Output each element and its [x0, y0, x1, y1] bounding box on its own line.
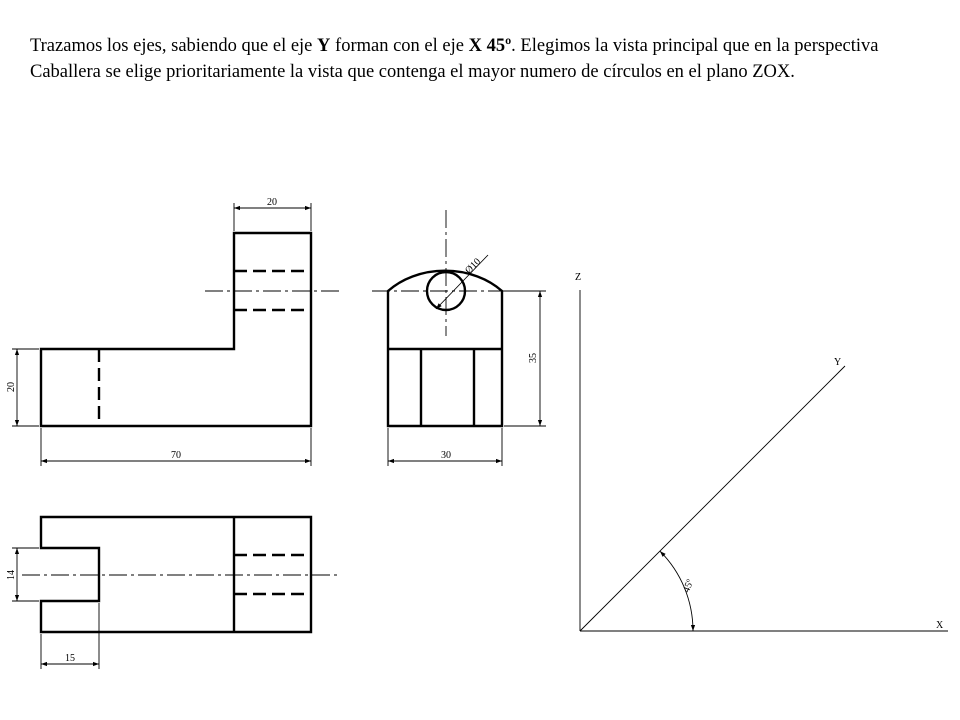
y-axis — [580, 366, 845, 631]
intro-part-1: Trazamos los ejes, sabiendo que el eje — [30, 36, 318, 56]
dim-diameter-label: Ø10 — [463, 256, 484, 277]
dim-side-height-label: 35 — [528, 353, 539, 363]
dim-front-width-label: 70 — [171, 450, 181, 461]
front-view — [6, 197, 340, 466]
intro-bold-y: Y — [317, 36, 331, 56]
front-view-outline — [41, 233, 311, 426]
dim-left-height-label: 20 — [6, 382, 17, 392]
dim-side-width-label: 30 — [441, 450, 451, 461]
plan-view — [6, 517, 338, 669]
dim-slot-width-label: 14 — [6, 570, 17, 580]
intro-part-2: forman con el eje — [330, 36, 469, 56]
dim-slot-depth-label: 15 — [65, 653, 75, 664]
y-axis-label: Y — [834, 357, 842, 368]
dim-top-width-label: 20 — [267, 197, 277, 208]
angle-label: 45º — [681, 577, 697, 595]
intro-bold-x45: X 45º — [468, 36, 512, 56]
cavalier-axes — [575, 272, 948, 631]
z-axis-label: Z — [575, 272, 582, 283]
x-axis-label: X — [936, 620, 944, 631]
intro-part-3: . Elegimos la vista principal que en la perspectiva Caballera se elige prioritariamente la vista que contenga el mayor numero de círculos en el plano ZOX. — [30, 36, 879, 82]
side-view — [372, 210, 546, 466]
plan-view-outline — [41, 517, 311, 632]
